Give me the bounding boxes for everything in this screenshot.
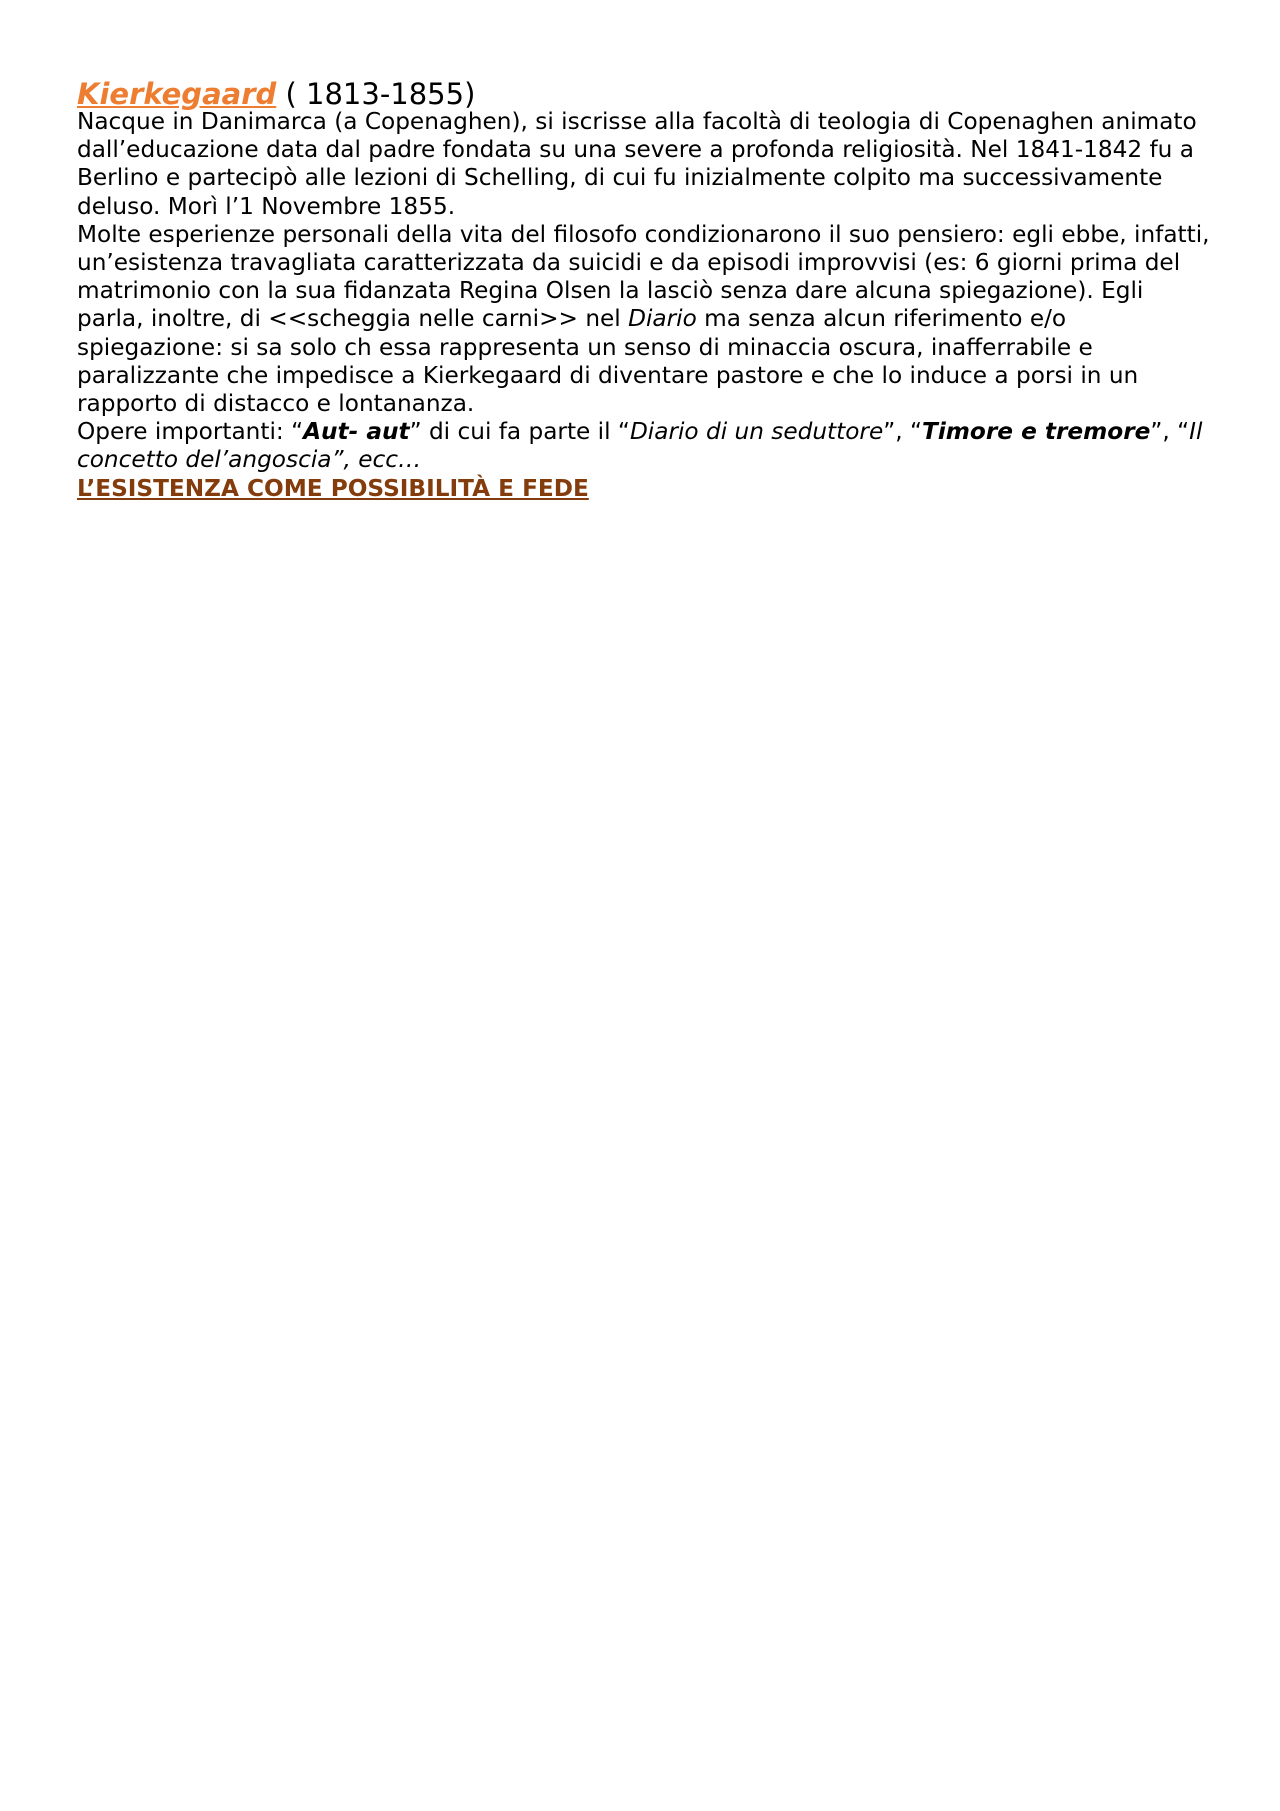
works-connector-3: ”, “ [1150, 418, 1190, 446]
diario-reference: Diario [628, 305, 697, 333]
experiences-paragraph [77, 221, 1217, 418]
page-title [77, 76, 1217, 112]
bio-paragraph: Nacque in Danimarca (a Copenaghen), si iscrisse alla facoltà di teologia di Copenaghen animato dall’educazione data dal padre fondata su una severe a profonda religiosità. Nel 1841-1842 fu a Berlino e partecipò alle lezioni di Schelling, di cui fu inizialmente colpito ma successivamente deluso. Morì l’1 Novembre 1855. [77, 108, 1197, 220]
section-heading: L’ESISTENZA COME POSSIBILITÀ E FEDE [77, 474, 589, 502]
works-connector-1: ” di cui fa parte il “ [409, 418, 630, 446]
document-page [77, 76, 1217, 503]
works-paragraph [77, 418, 1217, 474]
work-aut-aut: Aut- aut [303, 418, 410, 446]
title-dates: ( 1813-1855) [276, 77, 476, 111]
works-connector-2: ”, “ [883, 418, 922, 446]
work-diario-seduttore: Diario di un seduttore [629, 418, 884, 446]
works-intro: Opere importanti: “ [77, 418, 304, 446]
title-name: Kierkegaard [77, 77, 277, 111]
work-timore-tremore: Timore e tremore [922, 418, 1151, 446]
work-concetto-angoscia: Il concetto del’angoscia”, ecc… [77, 418, 1203, 474]
experiences-text-2: ma senza alcun riferimento e/o spiegazione: si sa solo ch essa rappresenta un senso di minaccia oscura, inafferrabile e paralizzante che impedisce a Kierkegaard di diventare pastore e che lo induce a porsi in un rapporto di distacco e lontananza. [77, 305, 1139, 418]
experiences-text-1: Molte esperienze personali della vita del filosofo condizionarono il suo pensiero: egli ebbe, infatti, un’esistenza travagliata caratterizzata da suicidi e da episodi improvvisi (es: 6 giorni prima del matrimonio con la sua fidanzata Regina Olsen la lasciò senza dare alcuna spiegazione). Egli parla, inoltre, di <<scheggia nelle carni>> nel [77, 220, 1210, 333]
